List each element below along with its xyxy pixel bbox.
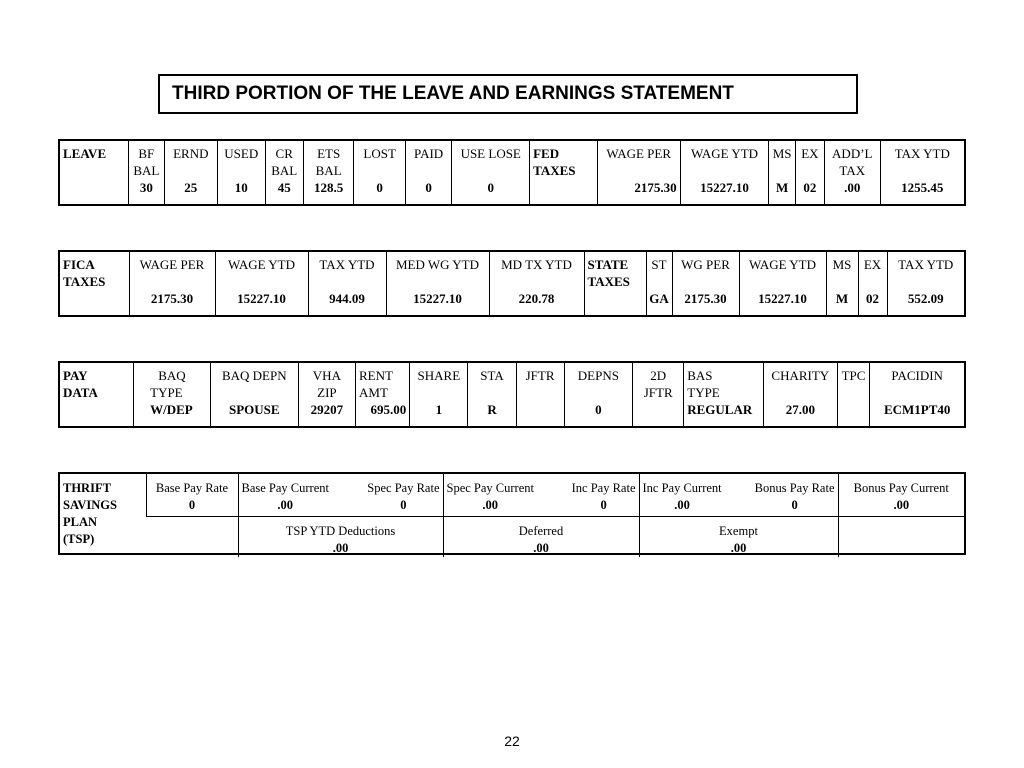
tsp-ytd-deductions: TSP YTD Deductions .00	[238, 517, 443, 558]
fed-tax-ytd: TAX YTD 1255.45	[880, 141, 964, 204]
leave-ets-bal: ETS BAL 128.5	[303, 141, 354, 204]
pay-pacidin: PACIDIN ECM1PT40	[870, 363, 964, 426]
pay-share: SHARE 1	[410, 363, 468, 426]
page-title: THIRD PORTION OF THE LEAVE AND EARNINGS STATEMENT	[158, 74, 858, 114]
tsp-inc-bonus-pay	[639, 474, 838, 517]
pay-data-table	[58, 361, 966, 428]
pay-bas-type: BAS TYPE REGULAR	[684, 363, 764, 426]
state-wage-ytd: WAGE YTD 15227.10	[739, 252, 826, 315]
tsp-spec-inc-pay	[443, 474, 639, 517]
state-tax-ytd: TAX YTD 552.09	[887, 252, 964, 315]
state-st: ST GA	[646, 252, 672, 315]
tsp-bonus-pay-current: Bonus Pay Current .00	[838, 474, 964, 517]
tsp-base-pay-current: Base Pay Current .00	[241, 481, 329, 512]
fica-md-tx-ytd: MD TX YTD 220.78	[489, 252, 584, 315]
fica-taxes-label: FICA TAXES	[63, 257, 106, 289]
leave-label: LEAVE	[63, 146, 107, 161]
fed-addl-tax: ADD’L TAX .00	[825, 141, 881, 204]
pay-charity: CHARITY 27.00	[764, 363, 838, 426]
fica-med-wg-ytd: MED WG YTD 15227.10	[386, 252, 489, 315]
pay-vha-zip: VHA ZIP 29207	[298, 363, 355, 426]
tsp-table	[58, 472, 966, 555]
leave-cr-bal: CR BAL 45	[265, 141, 303, 204]
tsp-inc-pay-rate: Inc Pay Rate 0	[571, 481, 636, 512]
state-wg-per: WG PER 2175.30	[672, 252, 739, 315]
state-ms: MS M	[826, 252, 858, 315]
leave-used: USED 10	[218, 141, 265, 204]
pay-jftr: JFTR	[516, 363, 564, 426]
pay-sta: STA R	[468, 363, 516, 426]
tsp-spec-pay-current: Spec Pay Current .00	[446, 481, 534, 512]
pay-data-label: PAY DATA	[63, 368, 98, 400]
tsp-inc-pay-current: Inc Pay Current .00	[642, 481, 722, 512]
pay-baq: BAQ TYPE W/DEP	[134, 363, 211, 426]
pay-tpc: TPC	[837, 363, 870, 426]
tsp-spec-pay-rate: Spec Pay Rate 0	[367, 481, 440, 512]
pay-baq-depn: BAQ DEPN SPOUSE	[210, 363, 298, 426]
leave-use-lose: USE LOSE 0	[452, 141, 530, 204]
leave-ernd: ERND 25	[164, 141, 218, 204]
state-taxes-label: STATE TAXES	[584, 252, 646, 315]
tsp-base-pay-rate: Base Pay Rate 0	[146, 474, 238, 517]
fed-ex: EX 02	[795, 141, 824, 204]
page-number: 22	[504, 733, 520, 749]
pay-rent-amt: RENT AMT 695.00	[356, 363, 410, 426]
state-ex: EX 02	[858, 252, 887, 315]
leave-lost: LOST 0	[354, 141, 406, 204]
fica-wage-per: WAGE PER 2175.30	[129, 252, 215, 315]
tsp-label: THRIFT SAVINGS PLAN (TSP)	[63, 481, 117, 546]
pay-depns: DEPNS 0	[564, 363, 633, 426]
leave-table	[58, 139, 966, 206]
tsp-bonus-pay-rate: Bonus Pay Rate 0	[754, 481, 835, 512]
fica-tax-ytd: TAX YTD 944.09	[308, 252, 386, 315]
fed-ms: MS M	[769, 141, 795, 204]
tsp-exempt: Exempt .00	[639, 517, 838, 558]
tsp-base-spec-pay	[238, 474, 443, 517]
tsp-empty-cell	[146, 517, 238, 558]
fed-taxes-label: FED TAXES	[530, 141, 598, 204]
fed-wage-ytd: WAGE YTD 15227.10	[680, 141, 769, 204]
fed-wage-per: WAGE PER 2175.30	[597, 141, 680, 204]
leave-paid: PAID 0	[405, 141, 451, 204]
fica-table	[58, 250, 966, 317]
fica-wage-ytd: WAGE YTD 15227.10	[215, 252, 308, 315]
pay-2d-jftr: 2D JFTR	[633, 363, 684, 426]
tsp-empty-cell	[838, 517, 964, 558]
leave-bf-bal: BF BAL 30	[129, 141, 164, 204]
tsp-deferred: Deferred .00	[443, 517, 639, 558]
